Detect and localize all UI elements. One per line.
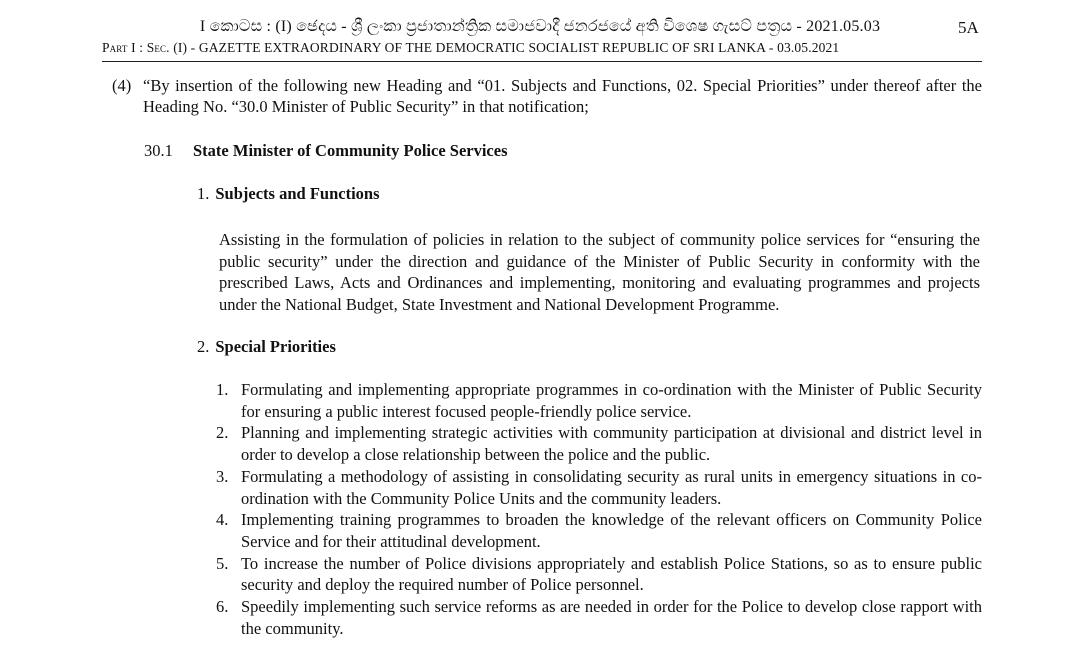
list-item <box>216 509 982 552</box>
list-item <box>216 466 982 509</box>
list-item-number: 2. <box>216 423 229 443</box>
priorities-title: Special Priorities <box>215 337 336 356</box>
section-number: 30.1 <box>144 141 173 160</box>
paragraph-number: (4) <box>112 76 132 95</box>
list-item-text: Formulating a methodology of assisting in consolidating security as rural units in emergency situations in co-ordination with the Community Police Units and the community leaders. <box>241 466 982 508</box>
subjects-text: Assisting in the formulation of policies in relation to the subject of community police services for “ensuring the public security” under the direction and guidance of the Minister of Public Security in conformity with the prescribed Laws, Acts and Ordinances and implementing, monitoring and evaluating programmes and projects under the National Budget, State Investment and National Development Programme. <box>219 230 980 314</box>
list-item-text: Implementing training programmes to broaden the knowledge of the relevant officers on Community Police Service and for their attitudinal development. <box>241 510 982 551</box>
list-item-text: Speedily implementing such service reforms as are needed in order for the Police to develop close rapport with the community. <box>241 597 982 638</box>
priorities-number: 2. <box>197 337 210 356</box>
english-title: - GAZETTE EXTRAORDINARY OF THE DEMOCRATIC SOCIALIST REPUBLIC OF SRI LANKA - 03.05.2021 <box>187 40 840 55</box>
list-item-number: 5. <box>216 553 229 573</box>
list-item-number: 1. <box>216 380 229 399</box>
list-item-text: To increase the number of Police divisions appropriately and establish Police Stations, so as to ensure public security and deploy the required number of Police personnel. <box>241 553 982 595</box>
list-item <box>216 379 982 422</box>
list-item-text: Planning and implementing strategic activities with community participation at divisional and district level in order to develop a close relationship between the police and the public. <box>241 423 982 465</box>
sinhala-title: I කොටස : (I) ඡෙදය - ශ්‍රී ලංකා ප්‍රජාතාන්ත්‍රික සමාජවාදී ජනරජයේ අති විශෙෂ ගැසට් පත්‍රය - 2021.05.03 <box>199 18 881 35</box>
list-item-number: 3. <box>216 466 229 486</box>
list-item-number: 4. <box>216 510 229 530</box>
priorities-list <box>216 379 982 639</box>
part-label: Part I : Sec. (I) <box>102 40 188 55</box>
gazette-header-english <box>102 40 982 56</box>
section-title: State Minister of Community Police Services <box>193 141 508 160</box>
list-item-number: 6. <box>216 597 229 617</box>
gazette-header-sinhala <box>0 18 1080 38</box>
subjects-heading <box>197 184 380 204</box>
page-number: 5A <box>958 18 979 37</box>
list-item <box>216 553 982 596</box>
header-rule <box>102 61 982 62</box>
list-item <box>216 422 982 465</box>
paragraph-text: “By insertion of the following new Heading and “01. Subjects and Functions, 02. Special Priorities” under thereof after the Heading No. “30.0 Minister of Public Security” in that notification; <box>143 76 982 116</box>
list-item <box>216 596 982 639</box>
list-item-text: Formulating and implementing appropriate programmes in co-ordination with the Minister of Public Security for ensuring a public interest focused people-friendly police service. <box>241 380 982 421</box>
subjects-title: Subjects and Functions <box>215 184 380 203</box>
priorities-heading <box>197 337 336 357</box>
subjects-number: 1. <box>197 184 210 203</box>
